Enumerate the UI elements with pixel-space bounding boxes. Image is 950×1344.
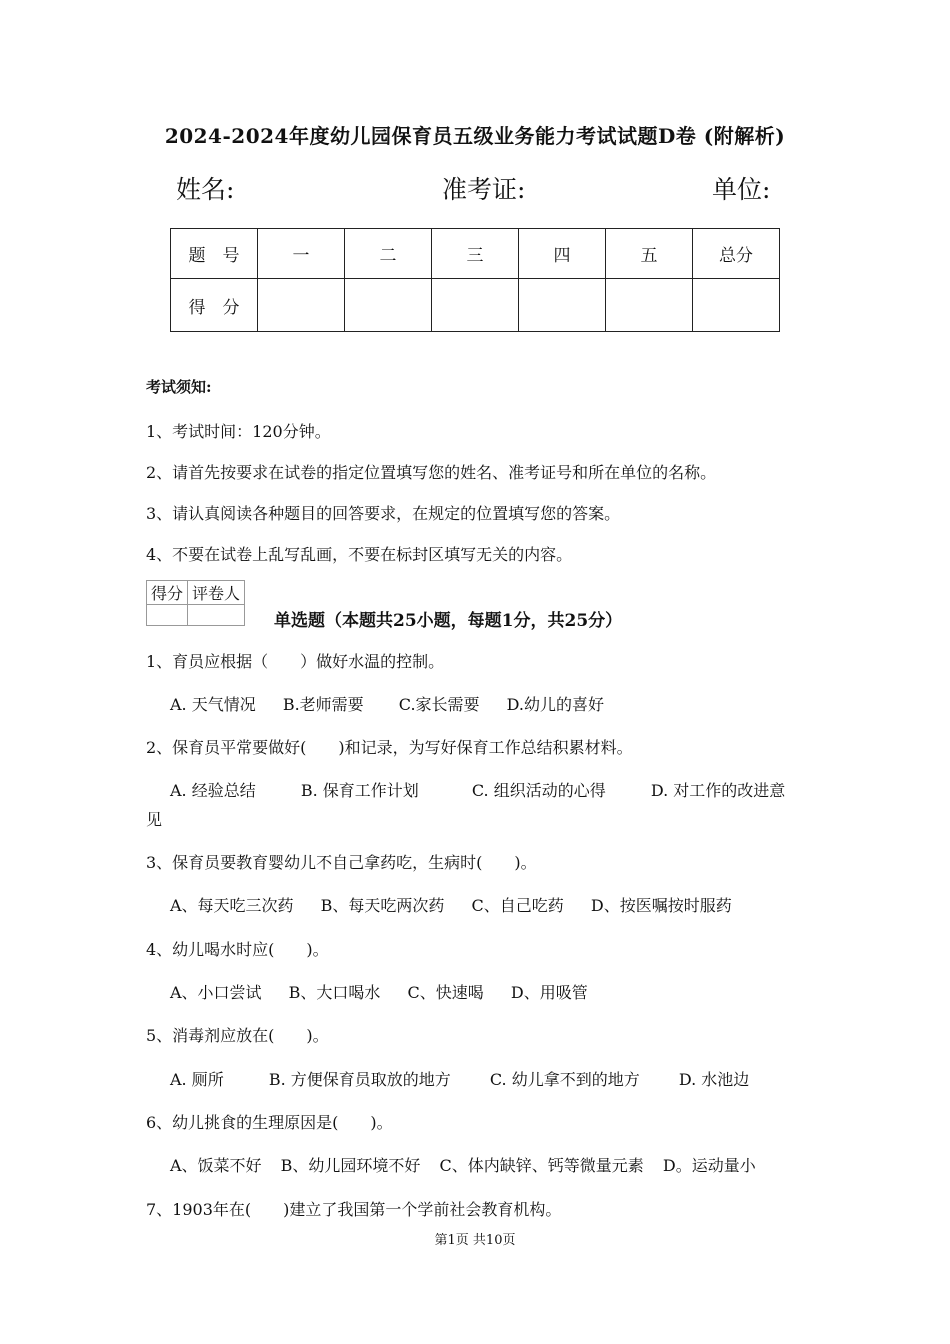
option[interactable]: B.老师需要: [282, 695, 364, 714]
exam-no-field-label: 准考证:: [442, 175, 526, 204]
option[interactable]: B. 方便保育员取放的地方: [268, 1070, 451, 1089]
score-header-cell: 总分: [693, 229, 780, 279]
option[interactable]: A、每天吃三次药: [170, 896, 294, 915]
score-header-cell: 五: [606, 229, 693, 279]
option[interactable]: C、体内缺锌、钙等微量元素: [439, 1156, 644, 1175]
question-options: [170, 893, 732, 916]
grader-reviewer-label: 评卷人: [188, 581, 245, 605]
score-cell[interactable]: [345, 279, 432, 332]
page-title: 2024-2024年度幼儿园保育员五级业务能力考试试题D卷 (附解析): [164, 124, 786, 148]
option[interactable]: C、自己吃药: [471, 896, 564, 915]
option-wrap-text: 见: [146, 810, 163, 829]
page-footer: 第1页 共10页: [434, 1233, 516, 1248]
score-row-label: 得 分: [171, 279, 258, 332]
score-header-cell: 四: [519, 229, 606, 279]
option[interactable]: D. 水池边: [678, 1070, 750, 1089]
score-cell[interactable]: [519, 279, 606, 332]
question-options: [170, 980, 588, 1003]
option[interactable]: C.家长需要: [398, 695, 480, 714]
score-cell[interactable]: [606, 279, 693, 332]
notice-item: 2、请首先按要求在试卷的指定位置填写您的姓名、准考证号和所在单位的名称。: [146, 463, 717, 482]
score-cell[interactable]: [258, 279, 345, 332]
score-header-cell: 一: [258, 229, 345, 279]
question-text: 6、幼儿挑食的生理原因是( )。: [146, 1113, 393, 1132]
option[interactable]: C、快速喝: [407, 983, 484, 1002]
option[interactable]: B、大口喝水: [288, 983, 381, 1002]
score-table-score-row: [171, 279, 780, 332]
question-text: 5、消毒剂应放在( )。: [146, 1026, 329, 1045]
notice-item: 1、考试时间：120分钟。: [146, 422, 331, 441]
option[interactable]: B、每天吃两次药: [320, 896, 445, 915]
option[interactable]: A、饭菜不好: [170, 1156, 262, 1175]
score-table: [170, 228, 780, 332]
question-text: 1、育员应根据（ ）做好水温的控制。: [146, 652, 445, 671]
option[interactable]: A. 经验总结: [170, 781, 256, 800]
notice-item: 3、请认真阅读各种题目的回答要求，在规定的位置填写您的答案。: [146, 504, 621, 523]
grader-box: [146, 580, 245, 626]
option[interactable]: D、用吸管: [510, 983, 588, 1002]
grader-reviewer-cell[interactable]: [188, 605, 245, 626]
notice-heading: 考试须知:: [146, 378, 212, 396]
option[interactable]: C. 组织活动的心得: [471, 781, 606, 800]
option[interactable]: C. 幼儿拿不到的地方: [489, 1070, 640, 1089]
score-header-cell: 三: [432, 229, 519, 279]
option[interactable]: B、幼儿园环境不好: [280, 1156, 421, 1175]
option[interactable]: A. 天气情况: [170, 695, 256, 714]
question-options: [170, 1067, 749, 1090]
option[interactable]: D.幼儿的喜好: [506, 695, 604, 714]
score-header-cell: 题 号: [171, 229, 258, 279]
question-options: [170, 778, 785, 801]
grader-score-label: 得分: [147, 581, 188, 605]
question-text: 3、保育员要教育婴幼儿不自己拿药吃，生病时( )。: [146, 853, 537, 872]
option[interactable]: D。运动量小: [662, 1156, 756, 1175]
score-cell[interactable]: [432, 279, 519, 332]
notice-item: 4、不要在试卷上乱写乱画，不要在标封区填写无关的内容。: [146, 545, 573, 564]
question-text: 4、幼儿喝水时应( )。: [146, 940, 329, 959]
unit-field-label: 单位:: [712, 175, 771, 204]
option[interactable]: D、按医嘱按时服药: [590, 896, 732, 915]
question-text: 7、1903年在( )建立了我国第一个学前社会教育机构。: [146, 1200, 562, 1219]
score-cell[interactable]: [693, 279, 780, 332]
option[interactable]: B. 保育工作计划: [300, 781, 419, 800]
score-table-header-row: [171, 229, 780, 279]
section-title: 单选题（本题共25小题，每题1分，共25分）: [274, 611, 623, 631]
option[interactable]: A、小口尝试: [170, 983, 262, 1002]
question-options: [170, 692, 604, 715]
score-header-cell: 二: [345, 229, 432, 279]
question-text: 2、保育员平常要做好( )和记录，为写好保育工作总结积累材料。: [146, 738, 633, 757]
grader-score-cell[interactable]: [147, 605, 188, 626]
name-field-label: 姓名:: [176, 175, 235, 204]
option[interactable]: D. 对工作的改进意: [650, 781, 786, 800]
question-options: [170, 1153, 756, 1176]
option[interactable]: A. 厕所: [170, 1070, 224, 1089]
